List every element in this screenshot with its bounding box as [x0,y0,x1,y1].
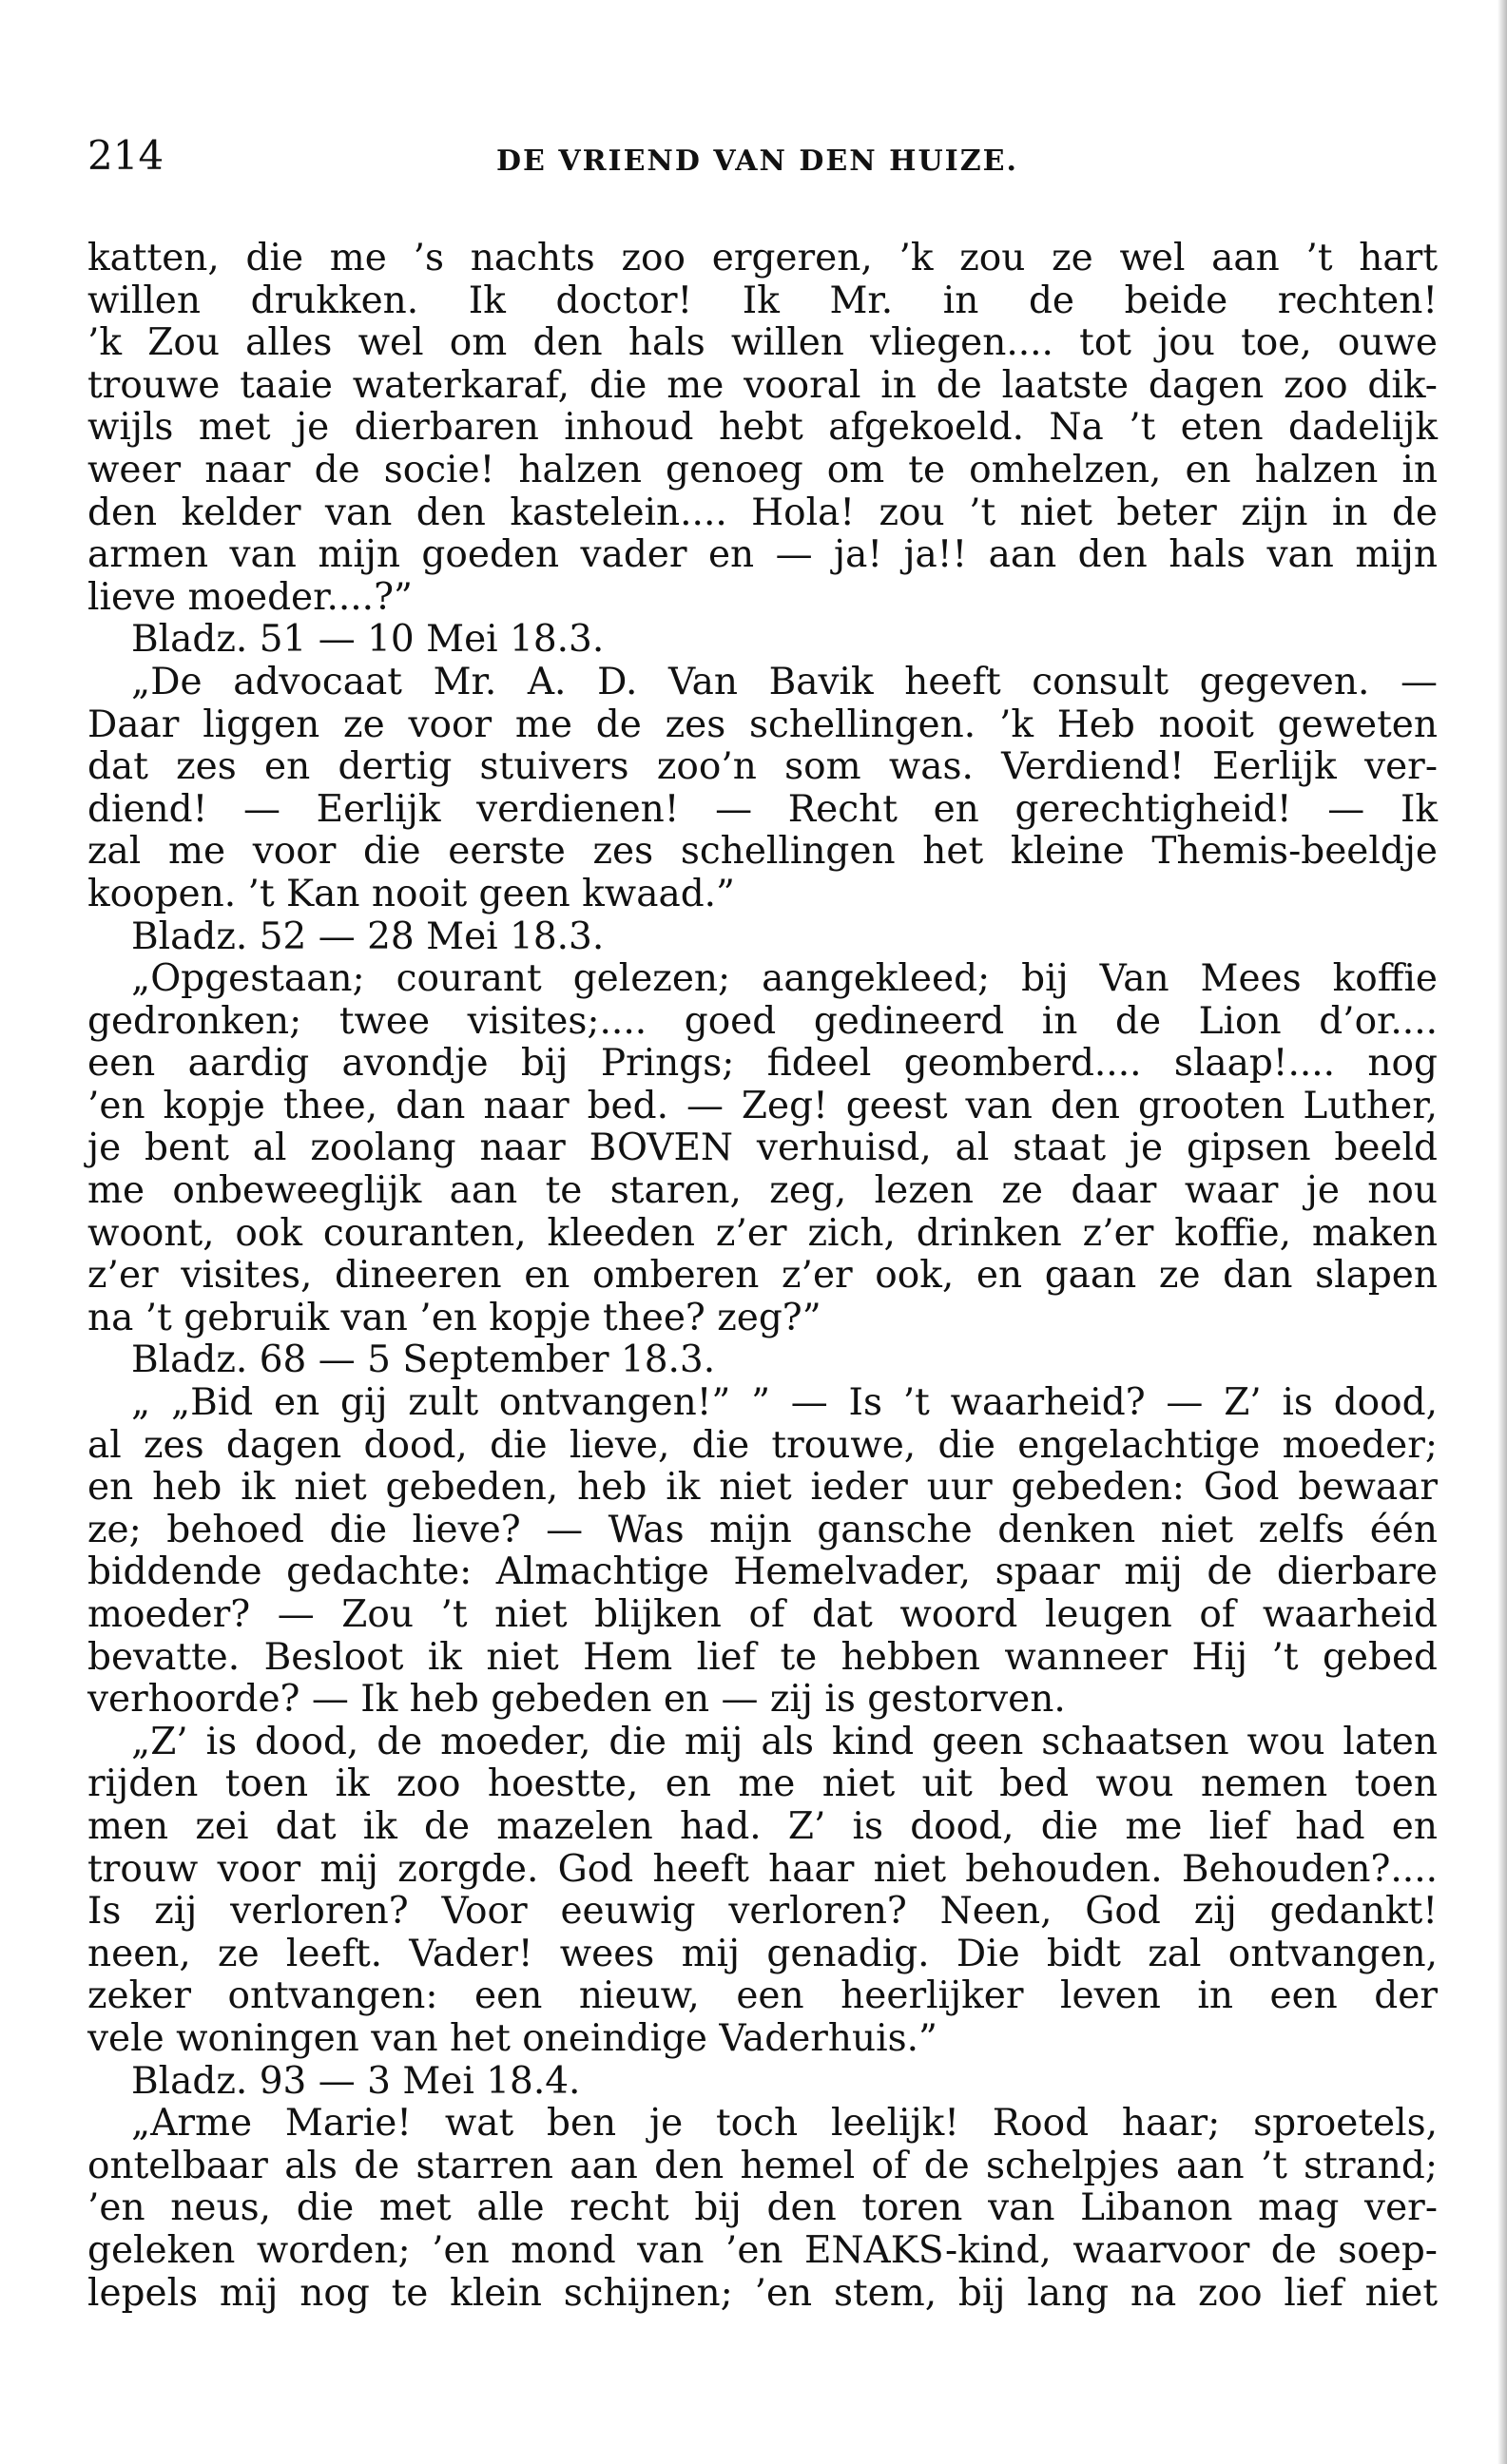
date-line: Bladz. 52 — 28 Mei 18.3. [131,914,605,958]
text-line: Is zij verloren? Voor eeuwig verloren? Neen, God zij gedankt! [87,1890,1438,1934]
date-line: Bladz. 51 — 10 Mei 18.3. [131,618,605,662]
text-line: weer naar de socie! halzen genoeg om te omhelzen, en halzen in [87,448,1438,491]
text-line: een aardig avondje bij Prings; fideel geomberd.... slaap!.... nog [87,1042,1438,1086]
text-line: trouwe taaie waterkaraf, die me vooral in de laatste dagen zoo dik- [87,363,1438,407]
text-line: me onbeweeglijk aan te staren, zeg, lezen ze daar waar je nou [87,1169,1438,1213]
text-line: „ „Bid en gij zult ontvangen!” ” — Is ’t waarheid? — Z’ is dood, [131,1381,1438,1425]
text-line: ontelbaar als de starren aan den hemel of de schelpjes aan ’t strand; [87,2144,1438,2187]
text-line: lepels mij nog te klein schijnen; ’en stem, bij lang na zoo lief niet [87,2271,1438,2315]
text-line: „Opgestaan; courant gelezen; aangekleed; bij Van Mees koffie [131,957,1438,1001]
text-line: ’k Zou alles wel om den hals willen vliegen.... tot jou toe, ouwe [87,321,1438,365]
text-line: trouw voor mij zorgde. God heeft haar niet behouden. Behouden?.... [87,1847,1438,1891]
text-line: verhoorde? — Ik heb gebeden en — zij is gestorven. [87,1678,1066,1722]
text-line: je bent al zoolang naar BOVEN verhuisd, al staat je gipsen beeld [87,1126,1438,1170]
text-line: katten, die me ’s nachts zoo ergeren, ’k zou ze wel aan ’t hart [87,237,1438,279]
text-line: en heb ik niet gebeden, heb ik niet ieder uur gebeden: God bewaar [87,1466,1438,1510]
text-line: „Z’ is dood, de moeder, die mij als kind geen schaatsen wou laten [131,1720,1438,1763]
page-number: 214 [87,132,164,179]
text-line: koopen. ’t Kan nooit geen kwaad.” [87,872,735,915]
text-line: woont, ook couranten, kleeden z’er zich, drinken z’er koffie, maken [87,1211,1438,1255]
text-line: moeder? — Zou ’t niet blijken of dat woord leugen of waarheid [87,1593,1438,1636]
text-line: zeker ontvangen: een nieuw, een heerlijker leven in een der [87,1974,1438,2018]
text-line: rijden toen ik zoo hoestte, en me niet uit bed wou nemen toen [87,1762,1438,1806]
text-line: biddende gedachte: Almachtige Hemelvader, spaar mij de dierbare [87,1550,1438,1594]
text-line: gedronken; twee visites;.... goed gedineerd in de Lion d’or.... [87,999,1438,1043]
text-line: diend! — Eerlijk verdienen! — Recht en gerechtigheid! — Ik [87,787,1438,831]
text-line: lieve moeder....?” [87,575,413,619]
text-line: bevatte. Besloot ik niet Hem lief te hebben wanneer Hij ’t gebed [87,1635,1438,1679]
text-line: men zei dat ik de mazelen had. Z’ is dood, die me lief had en [87,1804,1438,1848]
text-line: geleken worden; ’en mond van ’en ENAKS-kind, waarvoor de soep- [87,2228,1438,2272]
text-line: neen, ze leeft. Vader! wees mij genadig. Die bidt zal ontvangen, [87,1932,1438,1975]
text-line: wijls met je dierbaren inhoud hebt afgekoeld. Na ’t eten dadelijk [87,406,1438,450]
text-line: ze; behoed die lieve? — Was mijn gansche denken niet zelfs één [87,1508,1438,1551]
text-line: na ’t gebruik van ’en kopje thee? zeg?” [87,1296,821,1339]
text-line: dat zes en dertig stuivers zoo’n som was. Verdiend! Eerlijk ver- [87,745,1438,789]
text-line: „De advocaat Mr. A. D. Van Bavik heeft consult gegeven. — [131,660,1438,703]
text-line: den kelder van den kastelein.... Hola! zou ’t niet beter zijn in de [87,491,1438,534]
running-head: DE VRIEND VAN DEN HUIZE. [496,144,1018,178]
page-edge-shadow [1497,0,1507,2464]
text-line: z’er visites, dineeren en omberen z’er ook, en gaan ze dan slapen [87,1254,1438,1298]
text-line: „Arme Marie! wat ben je toch leelijk! Rood haar; sproetels, [131,2102,1438,2146]
text-line: zal me voor die eerste zes schellingen het kleine Themis-beeldje [87,830,1438,874]
text-line: vele woningen van het oneindige Vaderhuis.” [87,2016,937,2060]
date-line: Bladz. 93 — 3 Mei 18.4. [131,2059,581,2103]
text-line: ’en kopje thee, dan naar bed. — Zeg! geest van den grooten Luther, [87,1084,1438,1127]
text-line: armen van mijn goeden vader en — ja! ja!! aan den hals van mijn [87,533,1438,577]
text-line: willen drukken. Ik doctor! Ik Mr. in de beide rechten! [87,279,1438,322]
text-line: Daar liggen ze voor me de zes schellingen. ’k Heb nooit geweten [87,703,1438,746]
body-text [87,238,1438,2315]
text-line: ’en neus, die met alle recht bij den toren van Libanon mag ver- [87,2186,1438,2230]
text-line: al zes dagen dood, die lieve, die trouwe, die engelachtige moeder; [87,1423,1438,1467]
date-line: Bladz. 68 — 5 September 18.3. [131,1338,716,1382]
